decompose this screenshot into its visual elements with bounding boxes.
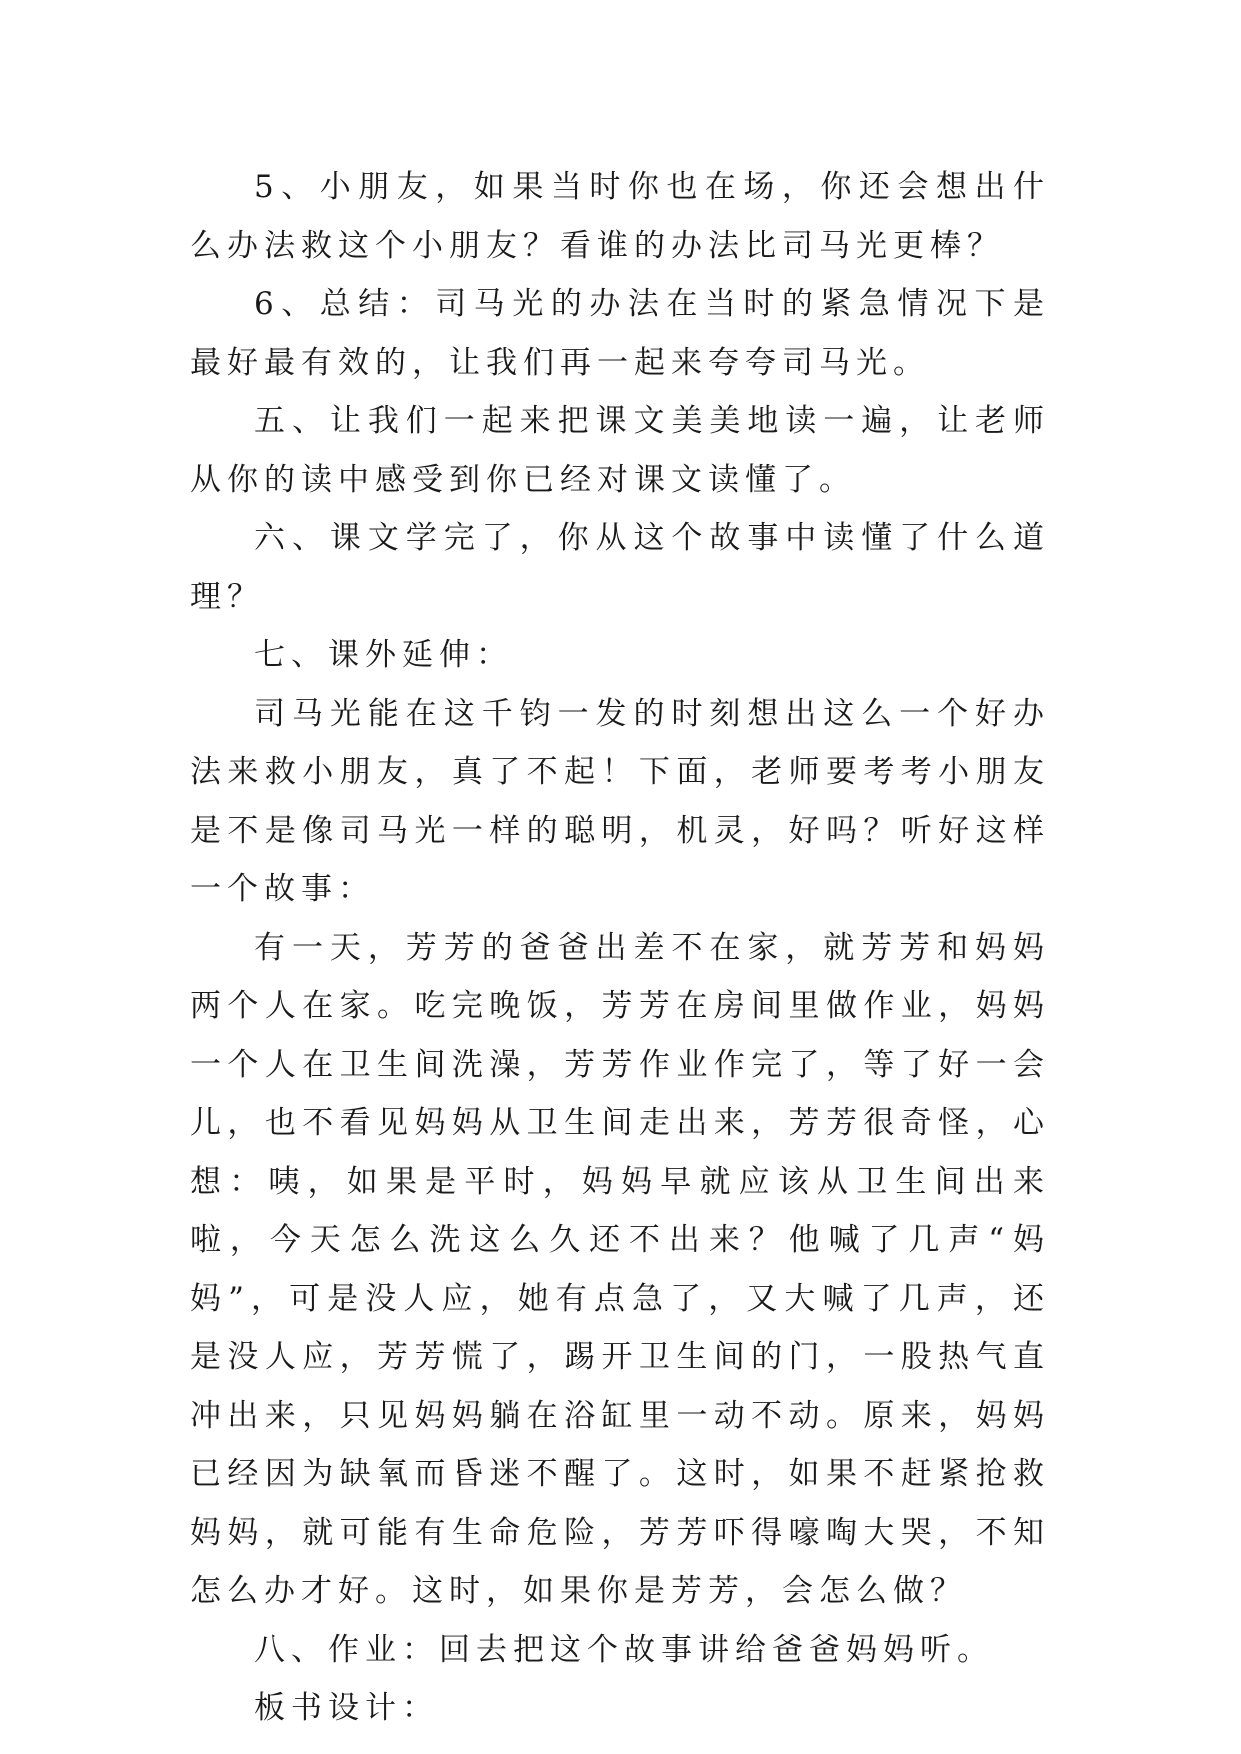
document-body bbox=[190, 158, 1050, 1738]
paragraph-section-6-lesson: 六、课文学完了，你从这个故事中读懂了什么道理？ bbox=[190, 520, 1050, 615]
paragraph-extension-intro: 司马光能在这千钧一发的时刻想出这么一个好办法来救小朋友，真了不起！下面，老师要考考小朋友是不是像司马光一样的聪明，机灵，好吗？听好这样一个故事： bbox=[190, 695, 1050, 907]
paragraph-step-5: 5、小朋友，如果当时你也在场，你还会想出什么办法救这个小朋友？看谁的办法比司马光更棒？ bbox=[190, 169, 1050, 264]
paragraph-story: 有一天，芳芳的爸爸出差不在家，就芳芳和妈妈两个人在家。吃完晚饭，芳芳在房间里做作业，妈妈一个人在卫生间洗澡，芳芳作业作完了，等了好一会儿，也不看见妈妈从卫生间走出来，芳芳很奇怪，心想：咦，如果是平时，妈妈早就应该从卫生间出来啦，今天怎么洗这么久还不出来？他喊了几声“妈妈”，可是没人应，她有点急了，又大喊了几声，还是没人应，芳芳慌了，踢开卫生间的门，一股热气直冲出来，只见妈妈躺在浴缸里一动不动。原来，妈妈已经因为缺氧而昏迷不醒了。这时，如果不赶紧抢救妈妈，就可能有生命危险，芳芳吓得嚎啕大哭，不知怎么办才好。这时，如果你是芳芳，会怎么做？ bbox=[190, 929, 1050, 1609]
paragraph-section-7-heading: 七、课外延伸： bbox=[254, 637, 513, 673]
paragraph-step-6-summary: 6、总结：司马光的办法在当时的紧急情况下是最好最有效的，让我们再一起来夸夸司马光。 bbox=[190, 286, 1050, 381]
paragraph-section-8-homework: 八、作业：回去把这个故事讲给爸爸妈妈听。 bbox=[254, 1631, 994, 1668]
paragraph-section-5-reading: 五、让我们一起来把课文美美地读一遍，让老师从你的读中感受到你已经对课文读懂了。 bbox=[190, 403, 1050, 498]
paragraph-board-design: 板书设计： bbox=[254, 1690, 439, 1726]
